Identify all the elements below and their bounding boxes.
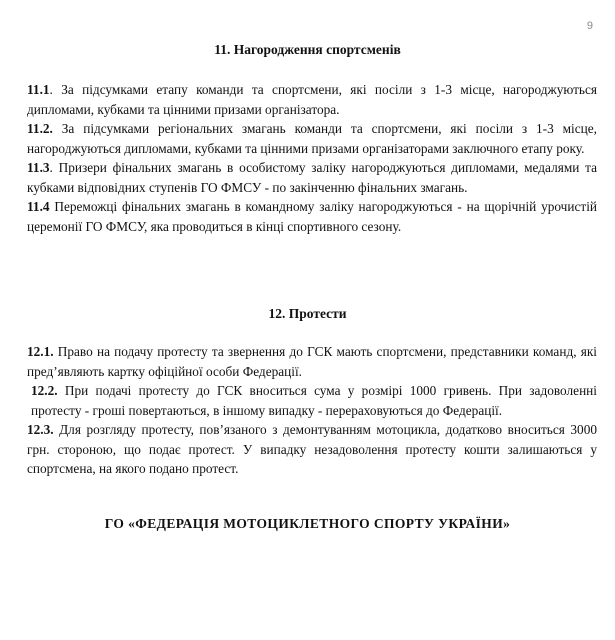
section-12-body [27,342,597,479]
paragraph-number: 11.4 [27,199,50,214]
paragraph-11-2 [27,119,597,158]
paragraph-11-1 [27,80,597,119]
paragraph-text: . Призери фінальних змагань в особистому заліку нагороджуються дипломами, медалями та кубками відповідних ступенів ГО ФМСУ - по закінченню фінальних змагань. [27,160,597,195]
paragraph-text: Переможці фінальних змагань в командному заліку нагороджуються - на щорічній урочистій церемонії ГО ФМСУ, яка проводиться в кінці спортивного сезону. [27,199,597,234]
paragraph-number: 11.1 [27,82,50,97]
paragraph-text: . За підсумками етапу команди та спортсмени, які посіли з 1-3 місце, нагороджуються дипломами, кубками та цінними призами організатора. [27,82,597,117]
paragraph-11-4 [27,197,597,236]
paragraph-number: 11.3 [27,160,50,175]
section-11-title: 11. Нагородження спортсменів [214,42,401,57]
paragraph-text: При подачі протесту до ГСК вноситься сума у розмірі 1000 гривень. При задоволенні протесту - гроші повертаються, в іншому випадку - перераховуються до Федерації. [31,383,597,418]
section-11-body [27,80,597,236]
paragraph-number: 12.1. [27,344,54,359]
paragraph-12-2 [27,381,597,420]
paragraph-11-3 [27,158,597,197]
paragraph-text: За підсумками регіональних змагань команди та спортсмени, які посіли з 1-3 місце, нагороджуються дипломами, кубками та цінними призами організаторами заключного етапу року. [27,121,597,156]
paragraph-text: Право на подачу протесту та звернення до ГСК мають спортсмени, представники команд, які пред’являють картку офіційної особи Федерації. [27,344,597,379]
page-number: 9 [586,20,593,32]
paragraph-12-3 [27,420,597,479]
paragraph-text: Для розгляду протесту, пов’язаного з демонтуванням мотоцикла, додатково вноситься 3000 грн. стороною, що подає протест. У випадку незадоволення протесту кошти залишаються у спортсмена, на якого подано протест. [27,422,597,476]
paragraph-number: 12.2. [31,383,58,398]
paragraph-12-1 [27,342,597,381]
paragraph-number: 11.2. [27,121,53,136]
section-12-title: 12. Протести [268,306,347,321]
paragraph-number: 12.3. [27,422,54,437]
organization-name: ГО «ФЕДЕРАЦІЯ МОТОЦИКЛЕТНОГО СПОРТУ УКРАЇНИ» [104,516,511,531]
